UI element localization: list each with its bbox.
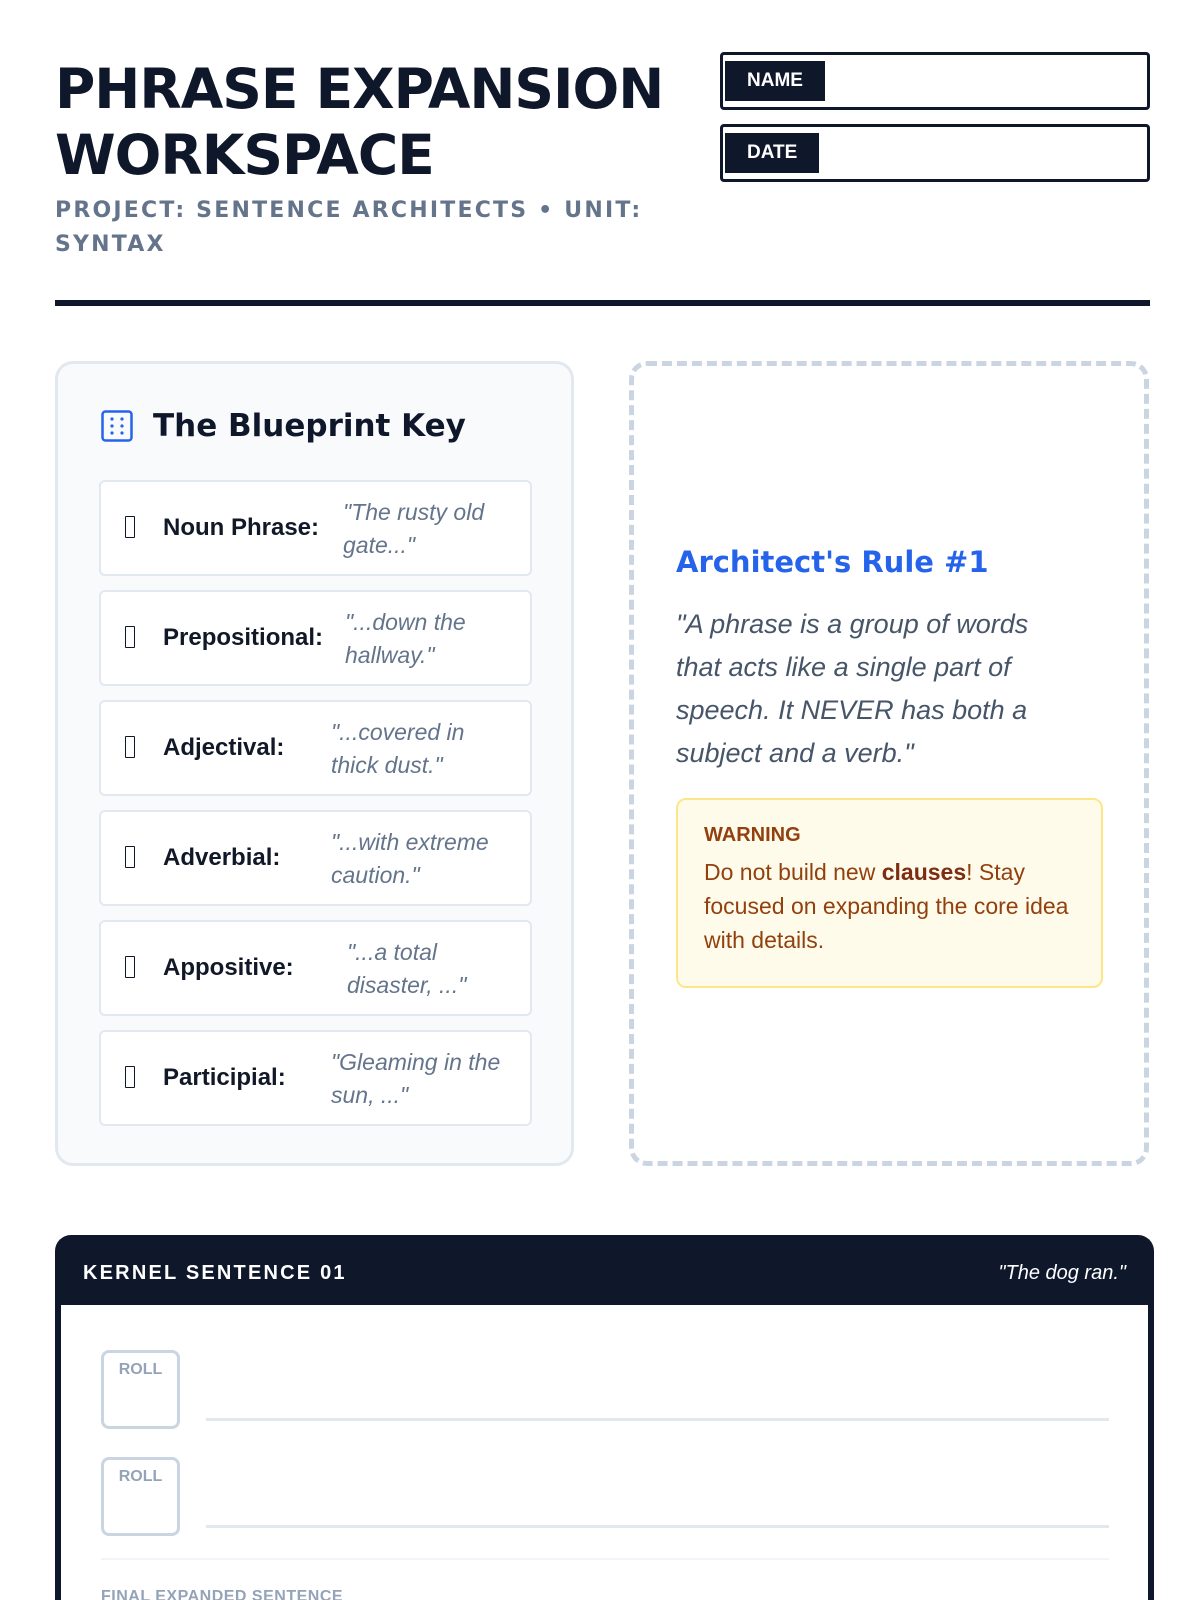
blueprint-item-example: "...a total disaster, ..." xyxy=(347,939,467,998)
answer-line[interactable] xyxy=(206,1525,1109,1528)
page-title: PHRASE EXPANSION WORKSPACE xyxy=(55,57,664,187)
date-field[interactable] xyxy=(720,124,1150,182)
blueprint-grid-icon xyxy=(101,410,133,442)
worksheet-header xyxy=(55,52,1150,306)
blueprint-item-adverbial xyxy=(99,810,532,906)
roll-box[interactable] xyxy=(101,1350,180,1429)
blueprint-item-example: "...with extreme caution." xyxy=(331,829,489,888)
blueprint-item-example: "The rusty old gate..." xyxy=(343,499,485,558)
roll-label: ROLL xyxy=(118,1361,163,1378)
architect-rule-panel xyxy=(629,361,1149,1166)
rule-quote: "A phrase is a group of words that acts like a single part of speech. It NEVER has both a subject and a verb." xyxy=(676,609,1029,768)
blueprint-item-noun-phrase xyxy=(99,480,532,576)
kernel-sentence-card xyxy=(55,1235,1154,1600)
blueprint-item-adjectival xyxy=(99,700,532,796)
blueprint-item-name: Adverbial: xyxy=(163,844,281,871)
blueprint-item-name: Appositive: xyxy=(163,954,294,981)
warning-text-start: Do not build new xyxy=(704,859,882,885)
warning-text-end: ! Stay focused on expanding the core idea with details. xyxy=(704,859,1069,953)
warning-title: WARNING xyxy=(704,824,801,846)
date-field-label: DATE xyxy=(725,133,819,173)
name-field-label: NAME xyxy=(725,61,825,101)
blueprint-title: The Blueprint Key xyxy=(153,408,466,444)
answer-line[interactable] xyxy=(206,1418,1109,1421)
roll-label: ROLL xyxy=(118,1468,163,1485)
kernel-sentence-example: "The dog ran." xyxy=(998,1261,1126,1284)
blueprint-item-name: Noun Phrase: xyxy=(163,514,320,541)
placeholder-glyph-icon xyxy=(125,626,135,648)
roll-box[interactable] xyxy=(101,1457,180,1536)
blueprint-item-example: "...down the hallway." xyxy=(345,609,466,668)
kernel-sentence-label: KERNEL SENTENCE 01 xyxy=(83,1261,347,1284)
blueprint-item-example: "...covered in thick dust." xyxy=(331,719,465,778)
section-divider xyxy=(101,1558,1109,1560)
placeholder-glyph-icon xyxy=(125,736,135,758)
placeholder-glyph-icon xyxy=(125,956,135,978)
project-subtitle: PROJECT: SENTENCE ARCHITECTS • UNIT: SYNTAX xyxy=(55,198,643,257)
placeholder-glyph-icon xyxy=(125,516,135,538)
blueprint-item-name: Participial: xyxy=(163,1064,286,1091)
blueprint-item-participial xyxy=(99,1030,532,1126)
rule-title: Architect's Rule #1 xyxy=(676,545,989,579)
name-field[interactable] xyxy=(720,52,1150,110)
kernel-sentence-header xyxy=(61,1241,1148,1305)
blueprint-item-example: "Gleaming in the sun, ..." xyxy=(331,1049,501,1108)
blueprint-item-name: Adjectival: xyxy=(163,734,285,761)
placeholder-glyph-icon xyxy=(125,846,135,868)
warning-callout xyxy=(676,798,1103,988)
blueprint-key-panel xyxy=(55,361,574,1166)
blueprint-item-appositive xyxy=(99,920,532,1016)
blueprint-heading xyxy=(101,408,466,444)
blueprint-item-prepositional xyxy=(99,590,532,686)
final-expanded-sentence-label: FINAL EXPANDED SENTENCE xyxy=(101,1588,344,1600)
blueprint-item-name: Prepositional: xyxy=(163,624,324,651)
placeholder-glyph-icon xyxy=(125,1066,135,1088)
warning-emphasis: clauses xyxy=(881,859,967,885)
warning-text xyxy=(704,855,1075,957)
